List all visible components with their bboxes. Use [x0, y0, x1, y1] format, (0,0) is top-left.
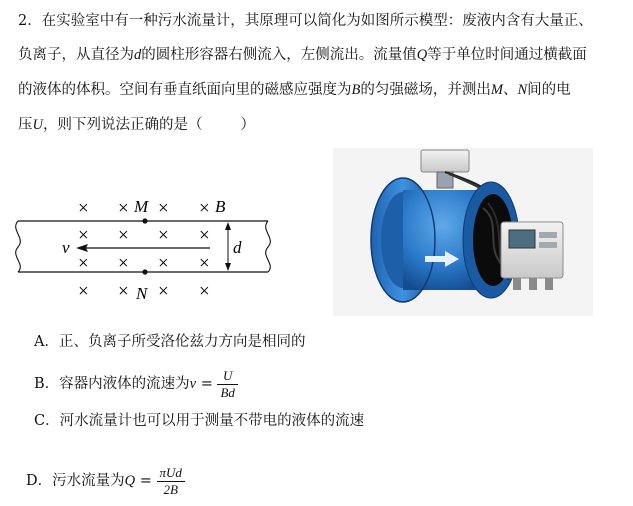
- question-text-4c: ）: [240, 117, 255, 133]
- label-v: v: [62, 238, 70, 257]
- choice-A-letter: A．: [34, 334, 59, 350]
- choice-B-lhs: v: [189, 376, 197, 392]
- question-text-3a: 的液体的体积。空间有垂直纸面向里的磁感应强度为: [18, 82, 352, 98]
- label-N: N: [136, 284, 148, 303]
- field-cross: ×: [199, 281, 210, 302]
- question-line-2: [18, 46, 618, 64]
- display-screen: [509, 230, 535, 248]
- question-text-2c: 等于单位时间通过横截面: [427, 47, 587, 63]
- choice-D-denominator: 2B: [163, 481, 178, 497]
- question-number: 2．: [18, 13, 42, 29]
- label-M: M: [134, 197, 149, 216]
- question-line-4: [18, 116, 618, 134]
- field-cross: ×: [118, 253, 129, 274]
- choice-D-letter: D．: [26, 473, 53, 489]
- question-text-3d: 间的电: [527, 82, 571, 98]
- choice-B-letter: B．: [34, 376, 60, 392]
- junction-box: [421, 150, 469, 172]
- question-line-1: [18, 12, 618, 30]
- choice-C-letter: C．: [34, 413, 60, 429]
- question-text-2a: 负离子，从直径为: [18, 47, 134, 63]
- symbol-B: B: [351, 82, 361, 98]
- point-M: [142, 218, 147, 223]
- field-cross: ×: [78, 198, 89, 219]
- question-text-1: 在实验室中有一种污水流量计，其原理可以简化为如图所示模型：废液内含有大量正、: [41, 13, 593, 29]
- symbol-Q: Q: [416, 47, 428, 63]
- field-cross: ×: [158, 281, 169, 302]
- field-cross: ×: [199, 225, 210, 246]
- symbol-d: d: [134, 47, 142, 63]
- choice-A-text: 正、负离子所受洛伦兹力方向是相同的: [58, 334, 306, 350]
- magnetic-field-diagram: [10, 190, 280, 308]
- field-cross: ×: [118, 281, 129, 302]
- choice-D-lhs: Q: [124, 473, 136, 489]
- electromagnetic-flowmeter-photo: [333, 148, 593, 316]
- choice-B-numerator: U: [217, 369, 237, 385]
- choice-B-eq: =: [196, 376, 218, 392]
- choice-D-text: 污水流量为: [52, 473, 125, 489]
- field-cross: ×: [78, 225, 89, 246]
- question-text-3b: 的匀强磁场，并测出: [360, 82, 491, 98]
- field-cross: ×: [199, 253, 210, 274]
- field-cross: ×: [118, 225, 129, 246]
- pipe-left-end: [16, 221, 21, 272]
- choice-C[interactable]: [34, 412, 364, 430]
- field-cross: ×: [118, 198, 129, 219]
- field-cross: ×: [158, 225, 169, 246]
- symbol-N: N: [517, 82, 528, 98]
- choice-D-eq: =: [135, 473, 157, 489]
- field-cross: ×: [78, 281, 89, 302]
- question-text-4b: ，则下列说法正确的是（: [42, 117, 203, 133]
- label-d: d: [233, 238, 242, 257]
- choice-B-fraction: [217, 369, 237, 400]
- choice-B[interactable]: [34, 364, 238, 404]
- symbol-U: U: [32, 117, 43, 133]
- question-text-2b: 的圆柱形容器右侧流入，左侧流出。流量值: [141, 47, 417, 63]
- choice-B-text: 容器内液体的流速为: [59, 376, 190, 392]
- choice-C-text: 河水流量计也可以用于测量不带电的液体的流速: [59, 413, 365, 429]
- choice-D-numerator: πUd: [157, 466, 185, 482]
- pipe-right-end: [266, 221, 271, 272]
- choice-D[interactable]: [26, 461, 185, 501]
- question-line-3: [18, 81, 618, 99]
- diameter-arrowhead-bottom: [225, 263, 231, 271]
- field-cross: ×: [158, 198, 169, 219]
- point-N: [142, 269, 147, 274]
- field-cross: ×: [158, 253, 169, 274]
- choice-A[interactable]: [34, 333, 305, 351]
- choice-B-denominator: Bd: [220, 384, 235, 400]
- field-cross: ×: [199, 198, 210, 219]
- symbol-M: M: [490, 82, 503, 98]
- question-text-4a: 压: [18, 117, 33, 133]
- label-B: B: [215, 197, 226, 216]
- question-text-3c: 、: [502, 82, 518, 98]
- diameter-arrowhead-top: [225, 222, 231, 230]
- choice-D-fraction: [157, 466, 185, 497]
- field-cross: ×: [78, 253, 89, 274]
